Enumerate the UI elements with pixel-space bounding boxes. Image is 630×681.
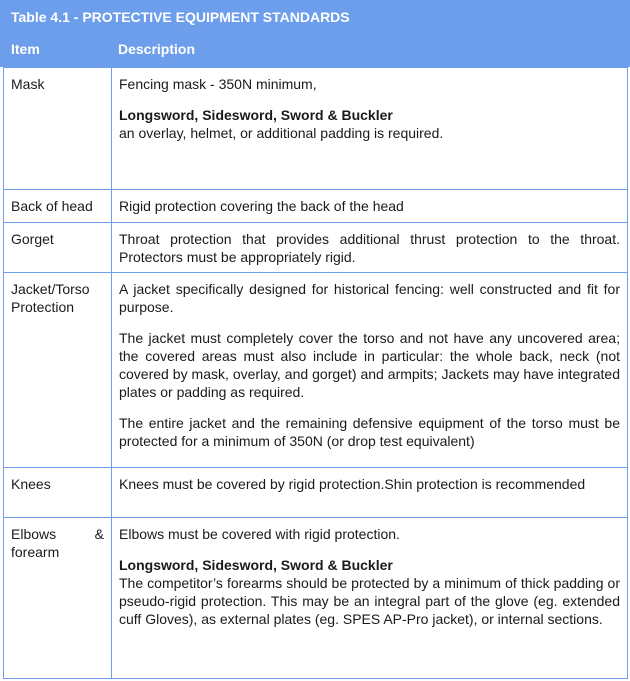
item-cell: Elbows & forearm: [4, 518, 112, 679]
description-paragraph: Throat protection that provides additional thrust protection to the throat. Protectors must be appropriately rigid.: [119, 231, 620, 265]
table-row-gorget: [4, 223, 628, 273]
column-header-description: Description: [118, 41, 196, 57]
description-paragraph: The jacket must completely cover the torso and not have any uncovered area; the covered areas must also include in particular: the whole back, neck (not covered by mask, overlay, and gorget) and armpits; Jackets may have integrated plates or padding as required.: [119, 330, 620, 400]
description-cell: [112, 190, 628, 223]
item-cell: Mask: [4, 68, 112, 190]
description-paragraph: The entire jacket and the remaining defensive equipment of the torso must be protected for a minimum of 350N (or drop test equivalent): [119, 415, 620, 449]
description-paragraph: Fencing mask - 350N minimum,: [119, 76, 317, 92]
item-cell: Back of head: [4, 190, 112, 223]
table-row-jacket-torso: [4, 273, 628, 468]
table-row-knees: [4, 468, 628, 518]
description-text: an overlay, helmet, or additional padding is required.: [119, 125, 444, 141]
description-paragraph: Rigid protection covering the back of the head: [119, 198, 404, 214]
table-header-row: [0, 33, 630, 67]
description-paragraph: Knees must be covered by rigid protection.Shin protection is recommended: [119, 476, 586, 492]
protective-equipment-table: [3, 67, 628, 679]
description-cell: [112, 468, 628, 518]
description-paragraph: A jacket specifically designed for historical fencing: well constructed and fit for purpose.: [119, 281, 620, 315]
weapon-category-heading: Longsword, Sidesword, Sword & Buckler: [119, 557, 393, 573]
column-header-item: Item: [11, 41, 40, 57]
description-text: The competitor’s forearms should be protected by a minimum of thick padding or pseudo-rigid protection. This may be an integral part of the glove (eg. extended cuff Gloves), as external plates (eg. SPES AP-Pro jacket), or internal sections.: [119, 575, 620, 627]
description-paragraph: [119, 556, 620, 628]
description-paragraph: [119, 106, 620, 142]
table-row-back-of-head: [4, 190, 628, 223]
description-cell: [112, 273, 628, 468]
table-title: Table 4.1 - PROTECTIVE EQUIPMENT STANDARDS: [0, 0, 630, 33]
item-cell: Jacket/Torso Protection: [4, 273, 112, 468]
item-cell: Knees: [4, 468, 112, 518]
weapon-category-heading: Longsword, Sidesword, Sword & Buckler: [119, 107, 393, 123]
description-cell: [112, 518, 628, 679]
table-row-mask: [4, 68, 628, 190]
description-cell: [112, 68, 628, 190]
description-paragraph: Elbows must be covered with rigid protection.: [119, 526, 400, 542]
table-row-elbows-forearm: [4, 518, 628, 679]
item-cell: Gorget: [4, 223, 112, 273]
description-cell: [112, 223, 628, 273]
